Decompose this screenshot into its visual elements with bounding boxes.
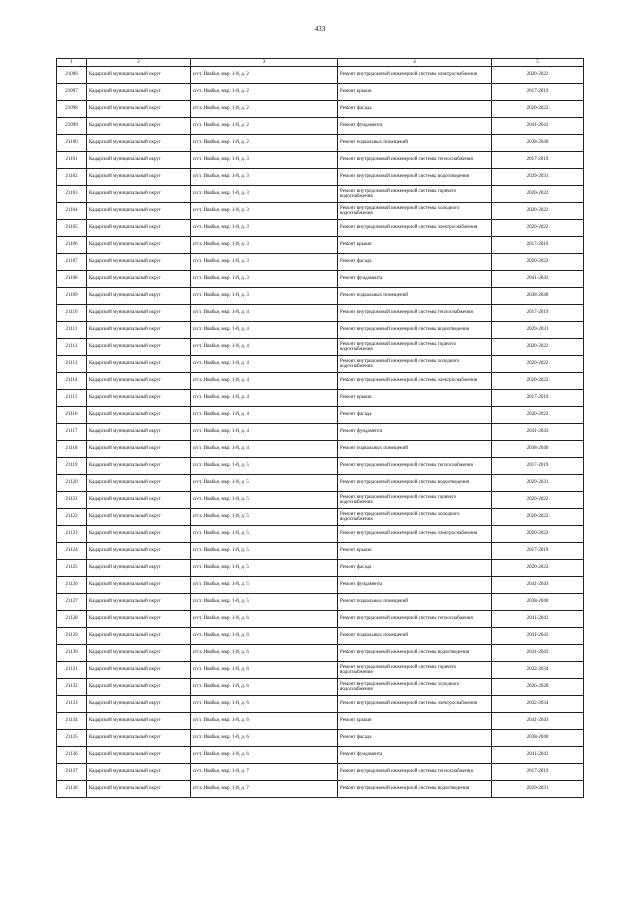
- district-cell: Кадарский муниципальный округ: [87, 67, 191, 84]
- address-cell: п/ст. Ивабья, мкр. 1-й, д. 5: [191, 577, 338, 594]
- district-cell: Кадарский муниципальный округ: [87, 152, 191, 169]
- period-cell: 2017-2019: [492, 390, 584, 407]
- address-cell: п/ст. Ивабья, мкр. 1-й, д. 2: [191, 67, 338, 84]
- address-cell: п/ст. Ивабья, мкр. 1-й, д. 4: [191, 424, 338, 441]
- row-id-cell: 21119: [57, 458, 87, 475]
- table-row: [57, 492, 584, 509]
- address-cell: п/ст. Ивабья, мкр. 1-й, д. 2: [191, 101, 338, 118]
- address-cell: п/ст. Ивабья, мкр. 1-й, д. 3: [191, 288, 338, 305]
- period-cell: 2020-2022: [492, 356, 584, 373]
- table-row: [57, 152, 584, 169]
- district-cell: Кадарский муниципальный округ: [87, 662, 191, 679]
- period-cell: 2038-2040: [492, 288, 584, 305]
- table-row: [57, 526, 584, 543]
- work-type-cell: Ремонт фундамента: [338, 118, 492, 135]
- table-row: [57, 203, 584, 220]
- table-row: [57, 696, 584, 713]
- row-id-cell: 21133: [57, 696, 87, 713]
- row-id-cell: 21098: [57, 101, 87, 118]
- table-row: [57, 390, 584, 407]
- address-cell: п/ст. Ивабья, мкр. 1-й, д. 4: [191, 390, 338, 407]
- period-cell: 2041-2043: [492, 645, 584, 662]
- period-cell: 2041-2043: [492, 713, 584, 730]
- period-cell: 2020-2022: [492, 492, 584, 509]
- table-row: [57, 84, 584, 101]
- period-cell: 2020-2022: [492, 186, 584, 203]
- table-row: [57, 577, 584, 594]
- row-id-cell: 21127: [57, 594, 87, 611]
- work-type-cell: Ремонт внутридомовой инженерной системы водоотведения: [338, 475, 492, 492]
- row-id-cell: 21110: [57, 305, 87, 322]
- row-id-cell: 21099: [57, 118, 87, 135]
- period-cell: 2020-2022: [492, 509, 584, 526]
- table-row: [57, 271, 584, 288]
- work-type-cell: Ремонт внутридомовой инженерной системы электроснабжения: [338, 696, 492, 713]
- district-cell: Кадарский муниципальный округ: [87, 118, 191, 135]
- period-cell: 2032-2034: [492, 662, 584, 679]
- period-cell: 2020-2022: [492, 407, 584, 424]
- table-row: [57, 781, 584, 798]
- table-row: [57, 424, 584, 441]
- district-cell: Кадарский муниципальный округ: [87, 645, 191, 662]
- work-type-cell: Ремонт фасада: [338, 407, 492, 424]
- address-cell: п/ст. Ивабья, мкр. 1-й, д. 6: [191, 747, 338, 764]
- district-cell: Кадарский муниципальный округ: [87, 764, 191, 781]
- row-id-cell: 21124: [57, 543, 87, 560]
- address-cell: п/ст. Ивабья, мкр. 1-й, д. 5: [191, 560, 338, 577]
- address-cell: п/ст. Ивабья, мкр. 1-й, д. 6: [191, 730, 338, 747]
- district-cell: Кадарский муниципальный округ: [87, 84, 191, 101]
- row-id-cell: 21131: [57, 662, 87, 679]
- row-id-cell: 21134: [57, 713, 87, 730]
- address-cell: п/ст. Ивабья, мкр. 1-й, д. 5: [191, 594, 338, 611]
- column-number-row: [57, 59, 584, 67]
- district-cell: Кадарский муниципальный округ: [87, 594, 191, 611]
- row-id-cell: 21103: [57, 186, 87, 203]
- period-cell: 2029-2031: [492, 169, 584, 186]
- district-cell: Кадарский муниципальный округ: [87, 356, 191, 373]
- row-id-cell: 21118: [57, 441, 87, 458]
- address-cell: п/ст. Ивабья, мкр. 1-й, д. 3: [191, 169, 338, 186]
- table-row: [57, 305, 584, 322]
- period-cell: 2038-2040: [492, 135, 584, 152]
- work-type-cell: Ремонт фундамента: [338, 747, 492, 764]
- period-cell: 2029-2031: [492, 781, 584, 798]
- period-cell: 2020-2022: [492, 101, 584, 118]
- row-id-cell: 21115: [57, 390, 87, 407]
- address-cell: п/ст. Ивабья, мкр. 1-й, д. 3: [191, 203, 338, 220]
- district-cell: Кадарский муниципальный округ: [87, 441, 191, 458]
- row-id-cell: 21137: [57, 764, 87, 781]
- table-row: [57, 373, 584, 390]
- table-row: [57, 764, 584, 781]
- period-cell: 2017-2019: [492, 237, 584, 254]
- address-cell: п/ст. Ивабья, мкр. 1-й, д. 6: [191, 611, 338, 628]
- row-id-cell: 21122: [57, 509, 87, 526]
- district-cell: Кадарский муниципальный округ: [87, 679, 191, 696]
- table-row: [57, 186, 584, 203]
- district-cell: Кадарский муниципальный округ: [87, 169, 191, 186]
- column-number: 3: [191, 59, 338, 67]
- page-number: 433: [314, 25, 326, 33]
- row-id-cell: 21104: [57, 203, 87, 220]
- address-cell: п/ст. Ивабья, мкр. 1-й, д. 6: [191, 645, 338, 662]
- district-cell: Кадарский муниципальный округ: [87, 322, 191, 339]
- district-cell: Кадарский муниципальный округ: [87, 288, 191, 305]
- period-cell: 2017-2019: [492, 764, 584, 781]
- row-id-cell: 21120: [57, 475, 87, 492]
- district-cell: Кадарский муниципальный округ: [87, 543, 191, 560]
- period-cell: 2029-2031: [492, 475, 584, 492]
- address-cell: п/ст. Ивабья, мкр. 1-й, д. 6: [191, 679, 338, 696]
- row-id-cell: 21101: [57, 152, 87, 169]
- table-row: [57, 322, 584, 339]
- district-cell: Кадарский муниципальный округ: [87, 186, 191, 203]
- address-cell: п/ст. Ивабья, мкр. 1-й, д. 3: [191, 152, 338, 169]
- table-row: [57, 475, 584, 492]
- work-type-cell: Ремонт подвальных помещений: [338, 441, 492, 458]
- period-cell: 2038-2040: [492, 441, 584, 458]
- table-row: [57, 339, 584, 356]
- table-row: [57, 713, 584, 730]
- work-type-cell: Ремонт внутридомовой инженерной системы холодного водоснабжения: [338, 356, 492, 373]
- period-cell: 2041-2043: [492, 577, 584, 594]
- row-id-cell: 21106: [57, 237, 87, 254]
- district-cell: Кадарский муниципальный округ: [87, 492, 191, 509]
- period-cell: 2041-2043: [492, 747, 584, 764]
- work-type-cell: Ремонт внутридомовой инженерной системы горячего водоснабжения: [338, 339, 492, 356]
- row-id-cell: 21105: [57, 220, 87, 237]
- row-id-cell: 21097: [57, 84, 87, 101]
- repair-schedule-table: [56, 58, 584, 798]
- work-type-cell: Ремонт фундамента: [338, 271, 492, 288]
- table-row: [57, 254, 584, 271]
- work-type-cell: Ремонт внутридомовой инженерной системы теплоснабжения: [338, 152, 492, 169]
- work-type-cell: Ремонт крыши: [338, 713, 492, 730]
- work-type-cell: Ремонт внутридомовой инженерной системы теплоснабжения: [338, 305, 492, 322]
- table-row: [57, 237, 584, 254]
- district-cell: Кадарский муниципальный округ: [87, 390, 191, 407]
- table-row: [57, 288, 584, 305]
- period-cell: 2017-2019: [492, 458, 584, 475]
- work-type-cell: Ремонт крыши: [338, 84, 492, 101]
- district-cell: Кадарский муниципальный округ: [87, 713, 191, 730]
- address-cell: п/ст. Ивабья, мкр. 1-й, д. 5: [191, 526, 338, 543]
- district-cell: Кадарский муниципальный округ: [87, 611, 191, 628]
- district-cell: Кадарский муниципальный округ: [87, 271, 191, 288]
- row-id-cell: 21129: [57, 628, 87, 645]
- address-cell: п/ст. Ивабья, мкр. 1-й, д. 4: [191, 356, 338, 373]
- address-cell: п/ст. Ивабья, мкр. 1-й, д. 4: [191, 407, 338, 424]
- work-type-cell: Ремонт внутридомовой инженерной системы горячего водоснабжения: [338, 662, 492, 679]
- table-row: [57, 101, 584, 118]
- row-id-cell: 21111: [57, 322, 87, 339]
- period-cell: 2020-2022: [492, 373, 584, 390]
- row-id-cell: 21130: [57, 645, 87, 662]
- row-id-cell: 21100: [57, 135, 87, 152]
- table-row: [57, 356, 584, 373]
- table-row: [57, 662, 584, 679]
- district-cell: Кадарский муниципальный округ: [87, 237, 191, 254]
- table-body: [57, 59, 584, 798]
- address-cell: п/ст. Ивабья, мкр. 1-й, д. 5: [191, 458, 338, 475]
- address-cell: п/ст. Ивабья, мкр. 1-й, д. 3: [191, 220, 338, 237]
- work-type-cell: Ремонт крыши: [338, 237, 492, 254]
- address-cell: п/ст. Ивабья, мкр. 1-й, д. 5: [191, 492, 338, 509]
- district-cell: Кадарский муниципальный округ: [87, 628, 191, 645]
- column-number: 2: [87, 59, 191, 67]
- period-cell: 2029-2031: [492, 322, 584, 339]
- address-cell: п/ст. Ивабья, мкр. 1-й, д. 2: [191, 84, 338, 101]
- address-cell: п/ст. Ивабья, мкр. 1-й, д. 4: [191, 373, 338, 390]
- district-cell: Кадарский муниципальный округ: [87, 458, 191, 475]
- table-row: [57, 679, 584, 696]
- period-cell: 2038-2040: [492, 730, 584, 747]
- work-type-cell: Ремонт фасада: [338, 730, 492, 747]
- table-row: [57, 730, 584, 747]
- district-cell: Кадарский муниципальный округ: [87, 781, 191, 798]
- work-type-cell: Ремонт подвальных помещений: [338, 288, 492, 305]
- work-type-cell: Ремонт подвальных помещений: [338, 628, 492, 645]
- row-id-cell: 21117: [57, 424, 87, 441]
- table-row: [57, 441, 584, 458]
- period-cell: 2026-2028: [492, 679, 584, 696]
- table-row: [57, 509, 584, 526]
- district-cell: Кадарский муниципальный округ: [87, 254, 191, 271]
- table-row: [57, 645, 584, 662]
- row-id-cell: 21132: [57, 679, 87, 696]
- district-cell: Кадарский муниципальный округ: [87, 339, 191, 356]
- work-type-cell: Ремонт внутридомовой инженерной системы холодного водоснабжения: [338, 679, 492, 696]
- work-type-cell: Ремонт внутридомовой инженерной системы теплоснабжения: [338, 764, 492, 781]
- period-cell: 2038-2040: [492, 594, 584, 611]
- district-cell: Кадарский муниципальный округ: [87, 475, 191, 492]
- work-type-cell: Ремонт фасада: [338, 254, 492, 271]
- period-cell: 2041-2043: [492, 628, 584, 645]
- row-id-cell: 21108: [57, 271, 87, 288]
- district-cell: Кадарский муниципальный округ: [87, 373, 191, 390]
- period-cell: 2041-2043: [492, 118, 584, 135]
- address-cell: п/ст. Ивабья, мкр. 1-й, д. 7: [191, 764, 338, 781]
- district-cell: Кадарский муниципальный округ: [87, 577, 191, 594]
- work-type-cell: Ремонт внутридомовой инженерной системы горячего водоснабжения: [338, 186, 492, 203]
- row-id-cell: 21102: [57, 169, 87, 186]
- work-type-cell: Ремонт внутридомовой инженерной системы электроснабжения: [338, 373, 492, 390]
- address-cell: п/ст. Ивабья, мкр. 1-й, д. 6: [191, 662, 338, 679]
- address-cell: п/ст. Ивабья, мкр. 1-й, д. 4: [191, 322, 338, 339]
- period-cell: 2017-2019: [492, 84, 584, 101]
- work-type-cell: Ремонт внутридомовой инженерной системы холодного водоснабжения: [338, 509, 492, 526]
- address-cell: п/ст. Ивабья, мкр. 1-й, д. 5: [191, 475, 338, 492]
- column-number: 5: [492, 59, 584, 67]
- district-cell: Кадарский муниципальный округ: [87, 101, 191, 118]
- district-cell: Кадарский муниципальный округ: [87, 407, 191, 424]
- address-cell: п/ст. Ивабья, мкр. 1-й, д. 3: [191, 237, 338, 254]
- address-cell: п/ст. Ивабья, мкр. 1-й, д. 5: [191, 509, 338, 526]
- table-row: [57, 611, 584, 628]
- row-id-cell: 21113: [57, 356, 87, 373]
- table-row: [57, 458, 584, 475]
- address-cell: п/ст. Ивабья, мкр. 1-й, д. 4: [191, 339, 338, 356]
- work-type-cell: Ремонт внутридомовой инженерной системы электроснабжения: [338, 220, 492, 237]
- table-row: [57, 594, 584, 611]
- work-type-cell: Ремонт внутридомовой инженерной системы водоотведения: [338, 169, 492, 186]
- period-cell: 2020-2022: [492, 67, 584, 84]
- district-cell: Кадарский муниципальный округ: [87, 560, 191, 577]
- address-cell: п/ст. Ивабья, мкр. 1-й, д. 2: [191, 135, 338, 152]
- period-cell: 2032-2034: [492, 696, 584, 713]
- address-cell: п/ст. Ивабья, мкр. 1-й, д. 3: [191, 271, 338, 288]
- district-cell: Кадарский муниципальный округ: [87, 203, 191, 220]
- district-cell: Кадарский муниципальный округ: [87, 305, 191, 322]
- period-cell: 2041-2043: [492, 424, 584, 441]
- table-row: [57, 169, 584, 186]
- address-cell: п/ст. Ивабья, мкр. 1-й, д. 6: [191, 713, 338, 730]
- address-cell: п/ст. Ивабья, мкр. 1-й, д. 3: [191, 254, 338, 271]
- district-cell: Кадарский муниципальный округ: [87, 220, 191, 237]
- table-row: [57, 67, 584, 84]
- column-number: 1: [57, 59, 87, 67]
- work-type-cell: Ремонт внутридомовой инженерной системы холодного водоснабжения: [338, 203, 492, 220]
- period-cell: 2017-2019: [492, 305, 584, 322]
- table-row: [57, 220, 584, 237]
- period-cell: 2017-2019: [492, 543, 584, 560]
- district-cell: Кадарский муниципальный округ: [87, 696, 191, 713]
- address-cell: п/ст. Ивабья, мкр. 1-й, д. 6: [191, 696, 338, 713]
- table-row: [57, 543, 584, 560]
- work-type-cell: Ремонт внутридомовой инженерной системы электроснабжения: [338, 67, 492, 84]
- table-row: [57, 747, 584, 764]
- address-cell: п/ст. Ивабья, мкр. 1-й, д. 3: [191, 186, 338, 203]
- work-type-cell: Ремонт фасада: [338, 101, 492, 118]
- table-row: [57, 560, 584, 577]
- row-id-cell: 21138: [57, 781, 87, 798]
- work-type-cell: Ремонт подвальных помещений: [338, 135, 492, 152]
- period-cell: 2020-2022: [492, 526, 584, 543]
- table-row: [57, 407, 584, 424]
- period-cell: 2020-2022: [492, 560, 584, 577]
- work-type-cell: Ремонт внутридомовой инженерной системы водоотведения: [338, 781, 492, 798]
- period-cell: 2041-2043: [492, 611, 584, 628]
- row-id-cell: 21136: [57, 747, 87, 764]
- period-cell: 2020-2022: [492, 220, 584, 237]
- table-row: [57, 628, 584, 645]
- period-cell: 2017-2019: [492, 152, 584, 169]
- work-type-cell: Ремонт внутридомовой инженерной системы электроснабжения: [338, 526, 492, 543]
- row-id-cell: 21125: [57, 560, 87, 577]
- row-id-cell: 21123: [57, 526, 87, 543]
- district-cell: Кадарский муниципальный округ: [87, 526, 191, 543]
- row-id-cell: 21126: [57, 577, 87, 594]
- period-cell: 2020-2022: [492, 203, 584, 220]
- work-type-cell: Ремонт фундамента: [338, 577, 492, 594]
- work-type-cell: Ремонт подвальных помещений: [338, 594, 492, 611]
- period-cell: 2020-2022: [492, 254, 584, 271]
- work-type-cell: Ремонт фундамента: [338, 424, 492, 441]
- column-number: 4: [338, 59, 492, 67]
- district-cell: Кадарский муниципальный округ: [87, 509, 191, 526]
- row-id-cell: 21121: [57, 492, 87, 509]
- work-type-cell: Ремонт внутридомовой инженерной системы водоотведения: [338, 322, 492, 339]
- work-type-cell: Ремонт фасада: [338, 560, 492, 577]
- address-cell: п/ст. Ивабья, мкр. 1-й, д. 7: [191, 781, 338, 798]
- district-cell: Кадарский муниципальный округ: [87, 424, 191, 441]
- district-cell: Кадарский муниципальный округ: [87, 747, 191, 764]
- work-type-cell: Ремонт внутридомовой инженерной системы теплоснабжения: [338, 458, 492, 475]
- address-cell: п/ст. Ивабья, мкр. 1-й, д. 4: [191, 441, 338, 458]
- address-cell: п/ст. Ивабья, мкр. 1-й, д. 2: [191, 118, 338, 135]
- row-id-cell: 21135: [57, 730, 87, 747]
- table-row: [57, 118, 584, 135]
- address-cell: п/ст. Ивабья, мкр. 1-й, д. 4: [191, 305, 338, 322]
- row-id-cell: 21096: [57, 67, 87, 84]
- district-cell: Кадарский муниципальный округ: [87, 730, 191, 747]
- row-id-cell: 21109: [57, 288, 87, 305]
- row-id-cell: 21112: [57, 339, 87, 356]
- period-cell: 2041-2043: [492, 271, 584, 288]
- work-type-cell: Ремонт внутридомовой инженерной системы горячего водоснабжения: [338, 492, 492, 509]
- address-cell: п/ст. Ивабья, мкр. 1-й, д. 5: [191, 543, 338, 560]
- row-id-cell: 21116: [57, 407, 87, 424]
- district-cell: Кадарский муниципальный округ: [87, 135, 191, 152]
- row-id-cell: 21107: [57, 254, 87, 271]
- work-type-cell: Ремонт внутридомовой инженерной системы водоотведения: [338, 645, 492, 662]
- row-id-cell: 21128: [57, 611, 87, 628]
- period-cell: 2020-2022: [492, 339, 584, 356]
- row-id-cell: 21114: [57, 373, 87, 390]
- table-row: [57, 135, 584, 152]
- work-type-cell: Ремонт крыши: [338, 543, 492, 560]
- work-type-cell: Ремонт внутридомовой инженерной системы теплоснабжения: [338, 611, 492, 628]
- work-type-cell: Ремонт крыши: [338, 390, 492, 407]
- address-cell: п/ст. Ивабья, мкр. 1-й, д. 6: [191, 628, 338, 645]
